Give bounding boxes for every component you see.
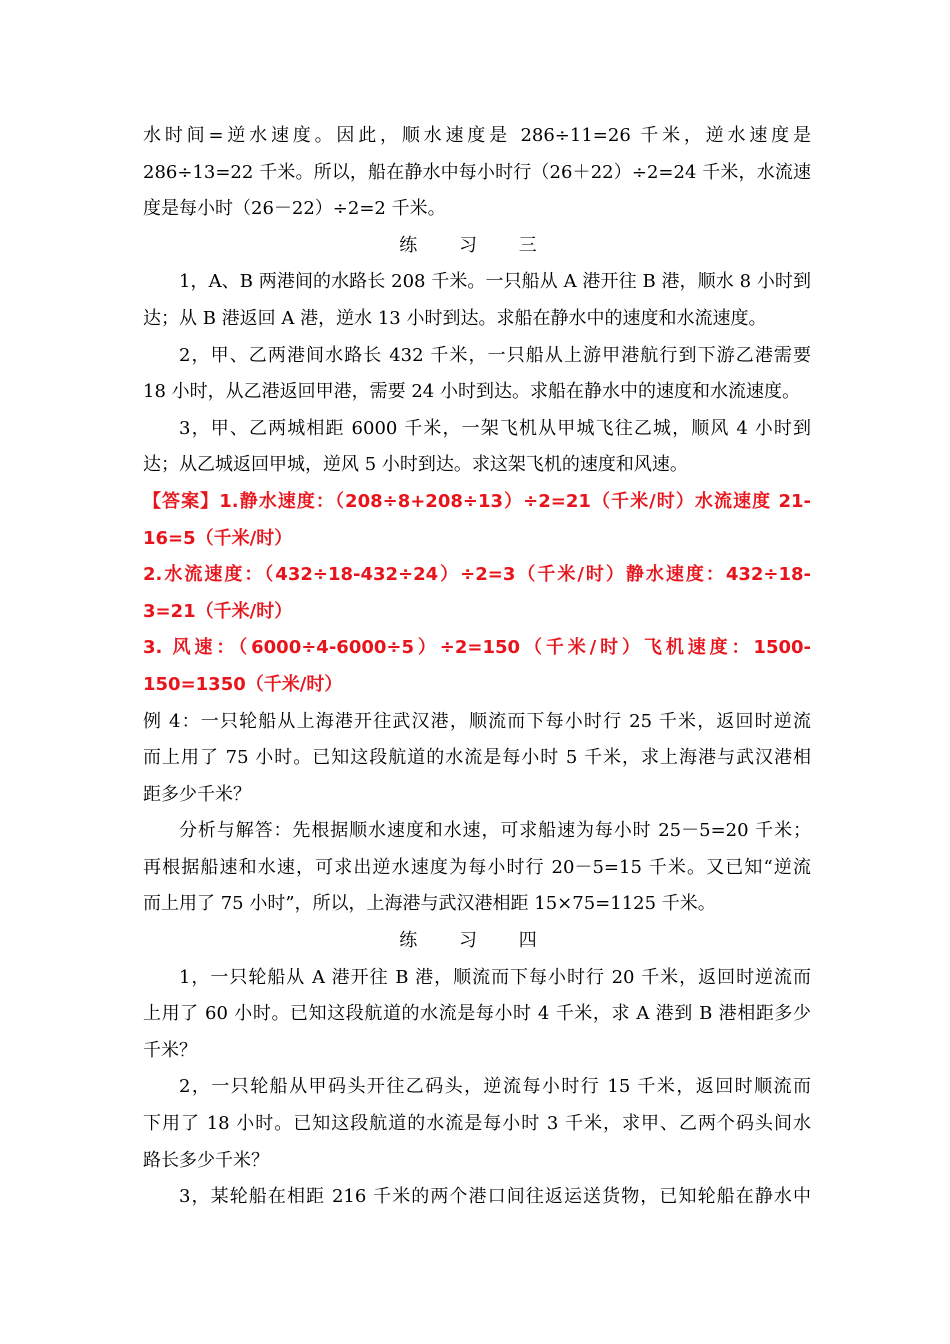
exercise-3-question-2: 2，甲、乙两港间水路长 432 千米，一只船从上游甲港航行到下游乙港需要 — [179, 344, 811, 366]
exercise-3-question-3: 3，甲、乙两城相距 6000 千米，一架飞机从甲城飞往乙城，顺风 4 小时到 — [179, 417, 811, 439]
intro-line: 水时间=逆水速度。因此，顺水速度是 286÷11=26 千米，逆水速度是 — [143, 125, 811, 146]
example-4-analysis: 而上用了 75 小时”，所以，上海港与武汉港相距 15×75=1125 千米。 — [143, 893, 716, 915]
answer-line: 2.水流速度：（432÷18-432÷24）÷2=3（千米/时）静水速度：432÷18- — [143, 564, 811, 586]
answer-line: 3=21（千米/时） — [143, 600, 293, 622]
example-4-line: 例 4：一只轮船从上海港开往武汉港，顺流而下每小时行 25 千米，返回时逆流 — [143, 710, 811, 732]
exercise-4-question-3: 3，某轮船在相距 216 千米的两个港口间往返运送货物，已知轮船在静水中 — [179, 1186, 811, 1208]
example-4-line: 距多少千米？ — [143, 783, 251, 805]
exercise-3-question-3: 达；从乙城返回甲城，逆风 5 小时到达。求这架飞机的速度和风速。 — [143, 454, 688, 476]
intro-line: 286÷13=22 千米。所以，船在静水中每小时行（26＋22）÷2=24 千米，水流速 — [143, 161, 811, 183]
exercise-3-title: 练 习 三 — [399, 234, 555, 256]
answer-line: 150=1350（千米/时） — [143, 673, 343, 695]
exercise-3-question-1: 达；从 B 港返回 A 港，逆水 13 小时到达。求船在静水中的速度和水流速度。 — [143, 307, 767, 329]
exercise-4-question-1: 1，一只轮船从 A 港开往 B 港，顺流而下每小时行 20 千米，返回时逆流而 — [179, 966, 811, 988]
exercise-4-title: 练 习 四 — [399, 930, 555, 952]
document-page — [143, 118, 811, 1216]
exercise-4-question-2: 2，一只轮船从甲码头开往乙码头，逆流每小时行 15 千米，返回时顺流而 — [179, 1076, 811, 1098]
example-4-line: 而上用了 75 小时。已知这段航道的水流是每小时 5 千米，求上海港与武汉港相 — [143, 747, 811, 769]
answer-line: 3. 风速：（6000÷4-6000÷5）÷2=150（千米/时）飞机速度：1500- — [143, 637, 811, 659]
exercise-4-question-1: 千米？ — [143, 1039, 197, 1061]
answer-line: 16=5（千米/时） — [143, 527, 293, 549]
exercise-4-question-2: 下用了 18 小时。已知这段航道的水流是每小时 3 千米，求甲、乙两个码头间水 — [143, 1113, 811, 1135]
answer-line: 【答案】1.静水速度：（208÷8+208÷13）÷2=21（千米/时）水流速度 21- — [143, 490, 811, 512]
exercise-4-question-1: 上用了 60 小时。已知这段航道的水流是每小时 4 千米，求 A 港到 B 港相距多少 — [143, 1003, 811, 1025]
exercise-4-question-2: 路长多少千米？ — [143, 1149, 269, 1171]
exercise-3-question-1: 1，A、B 两港间的水路长 208 千米。一只船从 A 港开往 B 港，顺水 8 小时到 — [179, 271, 811, 293]
example-4-analysis: 分析与解答：先根据顺水速度和水速，可求船速为每小时 25－5=20 千米； — [179, 820, 811, 842]
intro-line: 度是每小时（26－22）÷2=2 千米。 — [143, 198, 446, 220]
example-4-analysis: 再根据船速和水速，可求出逆水速度为每小时行 20－5=15 千米。又已知“逆流 — [143, 856, 811, 878]
exercise-3-question-2: 18 小时，从乙港返回甲港，需要 24 小时到达。求船在静水中的速度和水流速度。 — [143, 381, 800, 403]
